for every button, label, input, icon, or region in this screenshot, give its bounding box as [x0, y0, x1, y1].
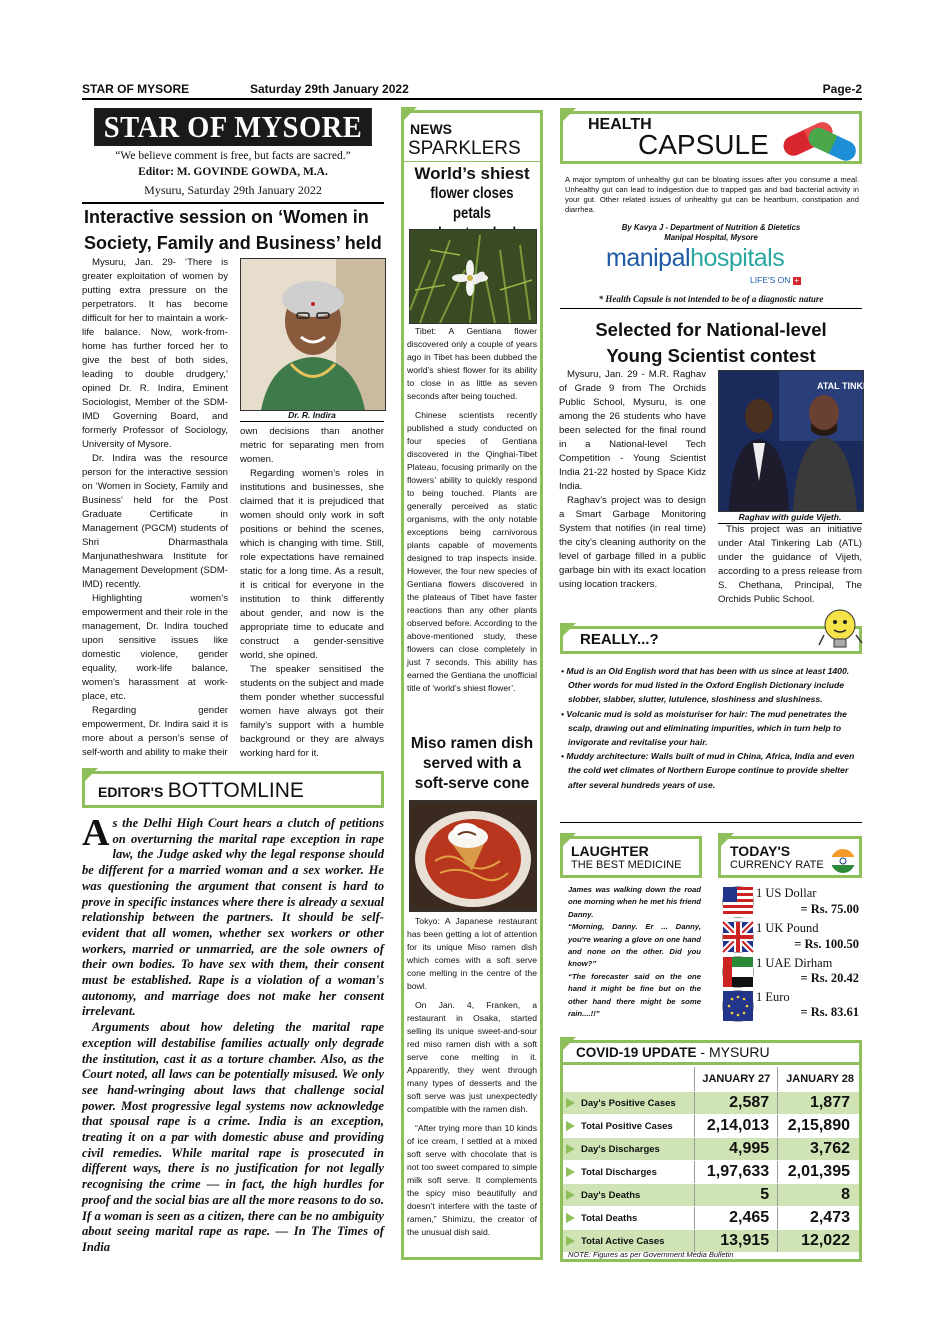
covid-label-light: - MYSURU [696, 1044, 770, 1060]
editorial-dropcap: A [82, 812, 110, 854]
manipal-logo [606, 244, 784, 273]
news-label-light: SPARKLERS [408, 138, 521, 159]
manipal-tagline [750, 275, 801, 285]
lead-para-5: own decisions than another metric for separating men from women. [240, 426, 384, 465]
editorial-para-2: Arguments about how deleting the marital rape exception will destabilise families actually only degrade the institution, cast it as a torture chamber. Also, as the Court noted, all laws can be potentially misused. We only see hand-wringing about laws that challenge social power. Most progressive legal systems now acknowledge that spousal rape is a crime. India is an exception, treating it on a par with domestic abuse and providing civil remedies. While marital rape is prosecuted in different ways, there is no justification for not legally recognising the crime — in fact, the high hurdles for proof and the social bias are all the more reasons to do so. If a woman is seen as a citizen, there can be no ambiguity about seeing marital rape as rape. — In The Times of India [82, 1020, 384, 1254]
laughter-label-bold: LAUGHTER [571, 843, 649, 859]
editorial-body [82, 812, 384, 1256]
health-byline-2: Manipal Hospital, Mysore [664, 233, 758, 242]
story2-headline-3: soft-serve cone [414, 775, 530, 792]
covid-value-jan28: 12,022 [778, 1230, 862, 1253]
currency-usd-rate: = Rs. 75.00 [800, 902, 859, 916]
story1-para-2: Chinese scientists recently published a study conducted on four species of Gentiana discovered in the Qinghai-Tibet Plateau, focusing primarily on the flowers’ ability to quickly respond to being touched. Plants are generally perceived as static organisms, with the only notable exceptions being carnivorous plants capable of movements designed to trap inspects inside. However, the four new species of Gentiana flowers discovered in the plateaus of Tibet have faster reactions than any other plants observed before. According to the above-mentioned study, these flowers can close completely in just 7 seconds. This ability has earned the Gentiana the unofficial title of ‘world’s shiest flower’. [407, 410, 537, 693]
covid-label-bold: COVID-19 UPDATE [576, 1045, 697, 1060]
scientist-column-2 [718, 523, 862, 607]
covid-value-jan27: 2,14,013 [695, 1115, 778, 1138]
gentiana-flower-photo [409, 229, 537, 324]
us-flag-icon [722, 886, 754, 918]
scientist-headline [560, 317, 862, 369]
manipal-logo-part2: hospitals [690, 244, 785, 272]
scientist-para-2: Raghav’s project was to design a Smart Garbage Monitoring System that notifies (in real time) the city’s cleaning authority on the level of garbage filled in a public garbage bin with its exact location using location trackers. [559, 495, 706, 590]
really-corner [560, 623, 576, 639]
health-byline [560, 223, 862, 243]
covid-value-jan27: 13,915 [695, 1230, 778, 1253]
masthead-editor: Editor: M. GOVINDE GOWDA, M.A. [138, 166, 328, 178]
really-item-2-text: Volcanic mud is sold as moisturiser for hair: The mud penetrates the scalp, drawing out and eliminating impurities, which in turn help to invigorate and revitalise your hair. [566, 708, 847, 748]
really-label: REALLY...? [580, 631, 659, 648]
covid-row-label-text: Total Active Cases [581, 1235, 665, 1247]
really-item-3-text: Muddy architecture: Walls built of mud in China, Africa, India and even the cold wet climates of Northern Europe continue to provide shelter after several hundreds years of use. [566, 751, 855, 790]
health-disclaimer: * Health Capsule is not intended to be of a diagnostic nature [598, 294, 824, 304]
capsule-pill-icon [778, 113, 862, 165]
scientist-para-1: Mysuru, Jan. 29 - M.R. Raghav of Grade 9 from The Orchids Public School, Mysuru, is one among the 26 students who have been selected for the final round in a National-level Tech Competition - Young Scientist India 21-22 hosted by Space Kidz India. [559, 369, 706, 492]
covid-note: NOTE: Figures as per Government Media Bulletin [568, 1250, 734, 1259]
manipal-logo-part1: manipal [606, 244, 691, 272]
raghav-photo-caption: Raghav with guide Vijeth. [738, 512, 842, 522]
header-rule [82, 98, 862, 100]
caption-rule [240, 421, 384, 422]
lead-para-4: Regarding gender empowerment, Dr. Indira said it is more about a person’s sense of self-worth and ability to make their [82, 705, 228, 758]
miso-ramen-photo [409, 800, 537, 912]
editorial-label-light: BOTTOMLINE [167, 779, 304, 802]
masthead-motto: “We believe comment is free, but facts are sacred.” [115, 150, 351, 162]
lead-headline-line1: Interactive session on ‘Women in [84, 207, 369, 227]
lead-column-1 [82, 256, 228, 760]
covid-table-frame [560, 1064, 862, 1262]
covid-value-jan27: 2,465 [695, 1207, 778, 1230]
really-bottom-rule [560, 822, 862, 823]
currency-gbp-rate: = Rs. 100.50 [794, 937, 859, 951]
covid-value-jan28: 2,01,395 [778, 1161, 862, 1184]
lead-column-2 [240, 425, 384, 761]
currency-label-light: CURRENCY RATE [730, 859, 824, 871]
manipal-tagline-text: LIFE'S ON [750, 275, 791, 285]
header-paper-name: STAR OF MYSORE [82, 82, 190, 96]
lead-para-2: Dr. Indira was the resource person for the interactive session on ‘Women in Society, Family and Business’ held for the Post Graduate Certificate in Management (PGCM) students of Shri Dharmasthala Manjunatheshwara Institute for Management Development (SDM-IMD) recently. [82, 453, 228, 590]
indira-photo-caption: Dr. R. Indira [288, 410, 336, 420]
lightbulb-icon [818, 605, 864, 655]
scientist-column-1 [559, 368, 706, 592]
currency-aed-rate: = Rs. 20.42 [800, 971, 859, 985]
covid-value-jan28: 2,15,890 [778, 1115, 862, 1138]
indira-photo [240, 258, 386, 411]
currency-eur-rate: = Rs. 83.61 [800, 1005, 859, 1019]
story1-headline-2: flower closes petals [430, 185, 514, 222]
covid-row-label-text: Total Positive Cases [581, 1120, 673, 1132]
uae-flag-icon [722, 956, 754, 988]
masthead-rule [82, 202, 384, 204]
health-rule [560, 308, 862, 309]
covid-row-label-text: Day's Deaths [581, 1189, 641, 1201]
currency-aed-name: 1 UAE Dirham [756, 956, 833, 970]
currency-gbp-name: 1 UK Pound [756, 921, 819, 935]
story1-para-1: Tibet: A Gentiana flower discovered only a couple of years ago in Tibet has been dubbed the world’s shiest flower for its ability to close in as little as seven seconds after being touched. [407, 326, 537, 401]
covid-row-label-text: Total Discharges [581, 1166, 657, 1178]
laughter-text: James was walking down the road one morning when he met his friend Danny. “Morning, Danny. Er ... Danny, you're wearing a glove on one hand and none on the other. Did you know?” “The forecaster said on the one hand it might be fine but on the other hand there might be some rain....!!” [568, 885, 701, 1019]
story2-para-1: Tokyo: A Japanese restaurant has been getting a lot of attention for its unique Miso ramen dish which comes with a soft serve cone melting in the centre of the bowl. [407, 916, 537, 991]
eu-flag-icon [722, 990, 754, 1022]
story2-para-2: On Jan. 4, Franken, a restaurant in Osaka, started selling its unique sweet-and-sour red miso ramen dish with a soft serve cone melting in it. Apparently, they went through many types of desserts and the soft serve was just unexpectedly compatible with the ramen dish. [407, 1000, 537, 1114]
story1-headline-1: World’s shiest [414, 164, 530, 183]
editorial-para-1: s the Delhi High Court hears a clutch of petitions on overturning the marital rape exception in rape law, the Judge asked why the legal response should be different for a married woman and a sex worker. He was questioning the argument that consent is hard to prove in specific instances where there is already a sexual relationship between the partners. It should be self-evident that all women, whether sex workers or other workers, married or unmarried, are the sole owners of their own bodies. To have sex with them, their consent must be established. Rape is a violation of a woman's autonomy, and marriage does not make her consent irrelevant. [82, 816, 384, 1019]
health-corner [560, 108, 576, 124]
covid-label [576, 1044, 770, 1062]
covid-row-label-text: Day's Discharges [581, 1143, 660, 1155]
currency-usd-name: 1 US Dollar [756, 886, 817, 900]
editorial-label-bold: EDITOR'S [98, 784, 164, 800]
really-item-1: • Mud is an Old English word that has been with us since at least 1400. Other words for mud listed in the Oxford English Dictionary include slobber, slabber, slutter, lutulence, sloshiness and slushiness. [561, 666, 850, 705]
covid-value-jan28: 1,877 [778, 1092, 862, 1115]
story2-body [407, 915, 537, 1239]
uk-flag-icon [722, 921, 754, 953]
header-page-number: Page-2 [822, 82, 862, 96]
currency-eur-name: 1 Euro [756, 990, 790, 1004]
scientist-headline-1: Selected for National-level [595, 319, 827, 340]
india-flag-icon [830, 848, 856, 874]
covid-col-jan28: JANUARY 28 [778, 1067, 862, 1092]
raghav-vijeth-photo [718, 370, 913, 512]
covid-value-jan27: 4,995 [695, 1138, 778, 1161]
covid-value-jan27: 2,587 [695, 1092, 778, 1115]
masthead-title: STAR OF MYSORE [94, 108, 372, 146]
lead-para-7: The speaker sensitised the students on the subject and made them ponder whether successful women have always got their family’s support with a humble background or they are always working hard for it. [240, 664, 385, 759]
covid-value-jan28: 2,473 [778, 1207, 862, 1230]
laughter-label-light: THE BEST MEDICINE [571, 859, 682, 871]
health-label-bold: HEALTH [588, 116, 652, 133]
health-text: A major symptom of unhealthy gut can be bloating issues after you consume a meal. Unhealthy gut can lead to indigestion due to trapped gas and bad bacterial activity in your gut. Other related issues of unhealthy gut can be heartburn, constipation and diarrhea. [565, 175, 859, 214]
really-list [560, 664, 862, 792]
masthead-dateline: Mysuru, Saturday 29th January 2022 [144, 183, 322, 197]
header-date: Saturday 29th January 2022 [250, 82, 409, 96]
covid-col-jan27: JANUARY 27 [695, 1067, 778, 1092]
lead-para-6: Regarding women’s roles in institutions and businesses, she claimed that it is prejudiced that women should only work in soft positions or behind the scenes, which is changing with time. Still, role expectations have remained static for a long time. As a result, it is critical for everyone in the institution to think differently about gender, and now is the appropriate time to educate and construct a gender-sensitive world, she opined. [240, 468, 384, 661]
lead-headline-line2: Society, Family and Business’ held [84, 233, 382, 253]
covid-corner [560, 1037, 576, 1053]
scientist-headline-2: Young Scientist contest [606, 345, 816, 366]
really-item-2: • Volcanic mud is sold as moisturiser for hair: The mud penetrates the scalp, drawing out and eliminating impurities, which in turn help to invigorate and revitalise your hair. [561, 708, 847, 748]
news-label-bold: NEWS [410, 121, 452, 137]
lead-para-3: Highlighting women’s empowerment and their role in the management, Dr. Indira touched upon sensitive issues like domestic violence, gender equality, work-life balance, women’s harassment at work-place, etc. [82, 593, 228, 702]
story2-headline-2: served with a [422, 755, 522, 772]
really-item-1-text: Mud is an Old English word that has been with us since at least 1400. Other words for mud listed in the Oxford English Dictionary include slobber, slabber, slutter, lutulence, sloshiness and slushiness. [566, 666, 850, 705]
story2-headline [404, 734, 540, 794]
editorial-corner [82, 768, 98, 784]
atal-sign: ATAL TINKERING LAB [817, 381, 913, 391]
covid-value-jan27: 1,97,633 [695, 1161, 778, 1184]
covid-value-jan28: 3,762 [778, 1138, 862, 1161]
really-item-3: • Muddy architecture: Walls built of mud in China, Africa, India and even the cold wet climates of Northern Europe continue to provide shelter after several hundreds years of use. [561, 751, 855, 790]
news-label-rule [404, 161, 540, 162]
covid-row-label-text: Day's Positive Cases [581, 1097, 676, 1109]
plus-icon: + [794, 275, 800, 285]
scientist-para-3: This project was an initiative under Atal Tinkering Lab (ATL) under the guidance of Vijeth, according to a press release from S. Chethana, Principal, The Orchids Public School. [718, 524, 862, 605]
story2-headline-1: Miso ramen dish [410, 735, 534, 752]
story2-para-3: “After trying more than 10 kinds of ice cream, I settled at a mixed soft serve with chocolate that is not too sweet compared to simple milk soft serve. It complements the spicy miso beautifully and doesn’t interfere with the taste of ramen,” Shimizu, the creator of the unusual dish said. [407, 1123, 537, 1237]
editorial-label [98, 779, 304, 803]
covid-value-jan27: 5 [695, 1184, 778, 1207]
health-label-big: CAPSULE [638, 129, 769, 160]
currency-label-bold: TODAY'S [730, 843, 791, 859]
covid-row-label-text: Total Deaths [581, 1212, 638, 1224]
health-byline-1: By Kavya J - Department of Nutrition & Dietetics [621, 223, 801, 232]
covid-value-jan28: 8 [778, 1184, 862, 1207]
story1-body [407, 325, 537, 695]
lead-para-1: Mysuru, Jan. 29- ‘There is greater exploitation of women by putting extra pressure on the perpetrators. It has become difficult for her to maintain a work-life balance. Now, work-from-home has further forced her to give the best of both sides, leading to double drudgery,’ opined Dr. R. Indira, Eminent Sociologist, Member of the SDM-IMD Governing Board, and formerly Professor of Sociology, University of Mysore. [82, 257, 228, 450]
